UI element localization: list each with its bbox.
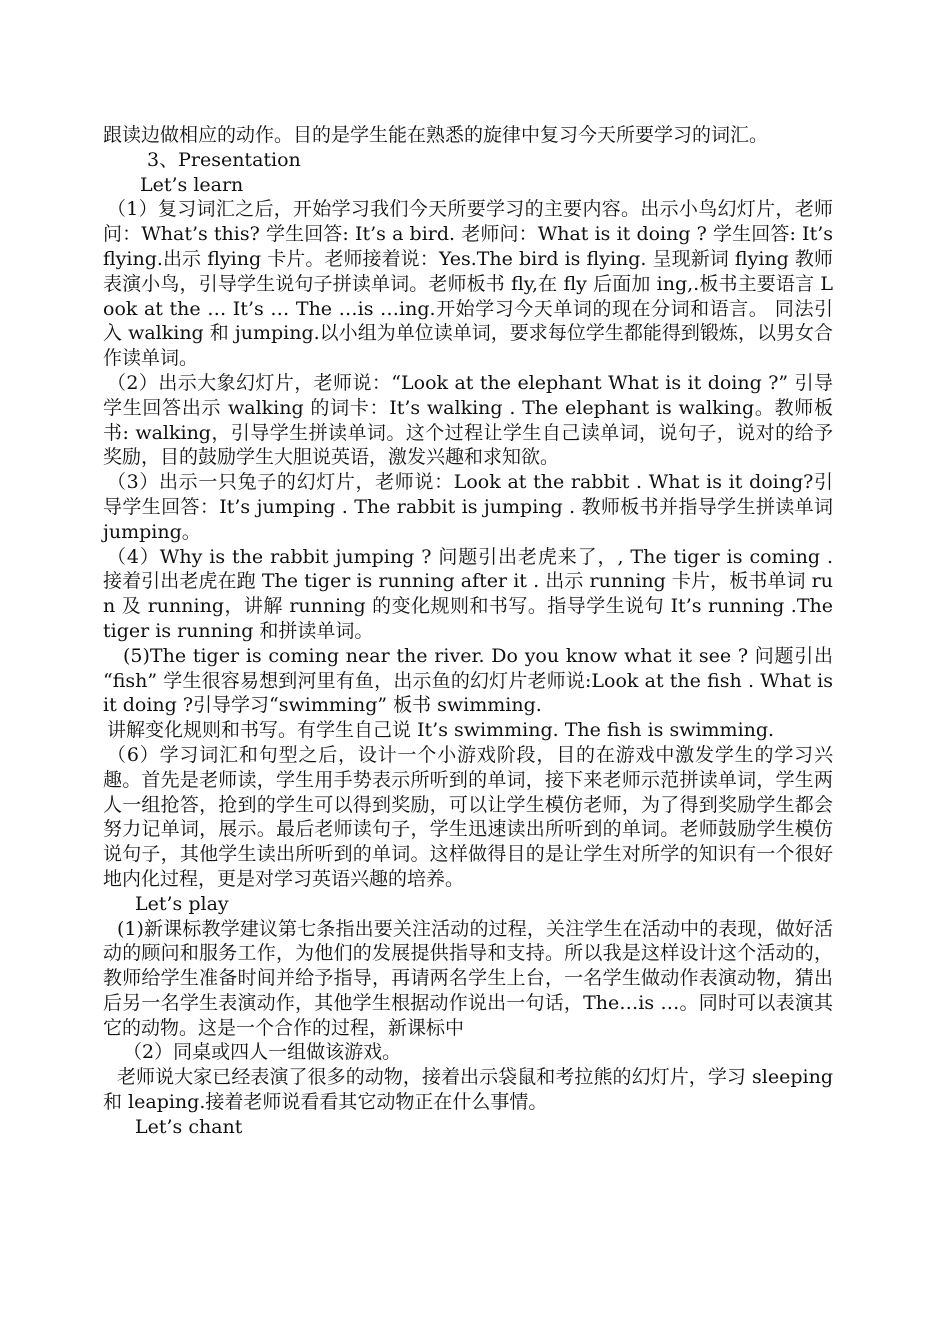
paragraph-play-continued: 老师说大家已经表演了很多的动物，接着出示袋鼠和考拉熊的幻灯片，学习 sleeping 和 leaping.接着老师说看看其它动物正在什么事情。 <box>103 1066 833 1114</box>
paragraph-step-2: （2）出示大象幻灯片，老师说：“Look at the elephant What is it doing ?” 引导学生回答出示 walking 的词卡：It’s walking . The elephant is walking。教师板书: walking，引导学生拼读单词。这个过程让学生自己读单词，说句子，说对的给予奖励，目的鼓励学生大胆说英语，激发兴趣和求知欲。 <box>103 371 833 469</box>
subheading-lets-play: Let’s play <box>135 892 229 915</box>
paragraph-step-1: （1）复习词汇之后，开始学习我们今天所要学习的主要内容。出示小鸟幻灯片，老师问：What’s this? 学生回答: It’s a bird. 老师问：What is it doing ? 学生回答: It’s flying.出示 flying 卡片。老师接着说：Yes.The bird is flying. 呈现新词 flying 教师表演小鸟，引导学生说句子拼读单词。老师板书 fly,在 fly 后面加 ing,.板书主要语言 Look at the … It’s … The …is …ing.开始学习今天单词的现在分词和语言。 同法引入 walking 和 jumping.以小组为单位读单词，要求每位学生都能得到锻炼，以男女合作读单词。 <box>103 198 833 370</box>
section-heading-presentation: 3、Presentation <box>147 148 301 171</box>
paragraph-step-5-continued: 讲解变化规则和书写。有学生自己说 It’s swimming. The fish is swimming. <box>107 719 775 742</box>
paragraph-step-4: （4）Why is the rabbit jumping ? 问题引出老虎来了，, The tiger is coming . 接着引出老虎在跑 The tiger is running after it . 出示 running 卡片，板书单词 run 及 running，讲解 running 的变化规则和书写。指导学生说句 It’s running .The tiger is running 和拼读单词。 <box>103 545 833 642</box>
paragraph-step-3: （3）出示一只兔子的幻灯片，老师说：Look at the rabbit . What is it doing?引导学生回答：It’s jumping . The rabbit is jumping . 教师板书并指导学生拼读单词 jumping。 <box>103 471 833 543</box>
subheading-lets-learn: Let’s learn <box>140 173 244 196</box>
paragraph-step-5: (5)The tiger is coming near the river. Do you know what it see ? 问题引出 “fish” 学生很容易想到河里有鱼，出示鱼的幻灯片老师说:Look at the fish . What is it doing ?引导学习“swimming” 板书 swimming. <box>103 644 833 717</box>
paragraph-intro-continuation: 跟读边做相应的动作。目的是学生能在熟悉的旋律中复习今天所要学习的词汇。 <box>103 124 769 146</box>
paragraph-step-6: （6）学习词汇和句型之后，设计一个小游戏阶段，目的在游戏中激发学生的学习兴趣。首先是老师读，学生用手势表示所听到的单词，接下来老师示范拼读单词，学生两人一组抢答，抢到的学生可以得到奖励，可以让学生模仿老师，为了得到奖励学生都会努力记单词，展示。最后老师读句子，学生迅速读出所听到的单词。老师鼓励学生模仿说句子，其他学生读出所听到的单词。这样做得目的是让学生对所学的知识有一个很好地内化过程，更是对学习英语兴趣的培养。 <box>103 743 833 890</box>
document-body <box>103 123 833 1140</box>
paragraph-play-1: (1)新课标教学建议第七条指出要关注活动的过程，关注学生在活动中的表现，做好活动的顾问和服务工作，为他们的发展提供指导和支持。所以我是这样设计这个活动的，教师给学生准备时间并给予指导，再请两名学生上台，一名学生做动作表演动物，猜出后另一名学生表演动作，其他学生根据动作说出一句话，The…is …。同时可以表演其它的动物。这是一个合作的过程，新课标中 <box>103 917 833 1039</box>
paragraph-play-2: （2）同桌或四人一组做该游戏。 <box>123 1041 402 1064</box>
subheading-lets-chant: Let’s chant <box>135 1115 243 1138</box>
